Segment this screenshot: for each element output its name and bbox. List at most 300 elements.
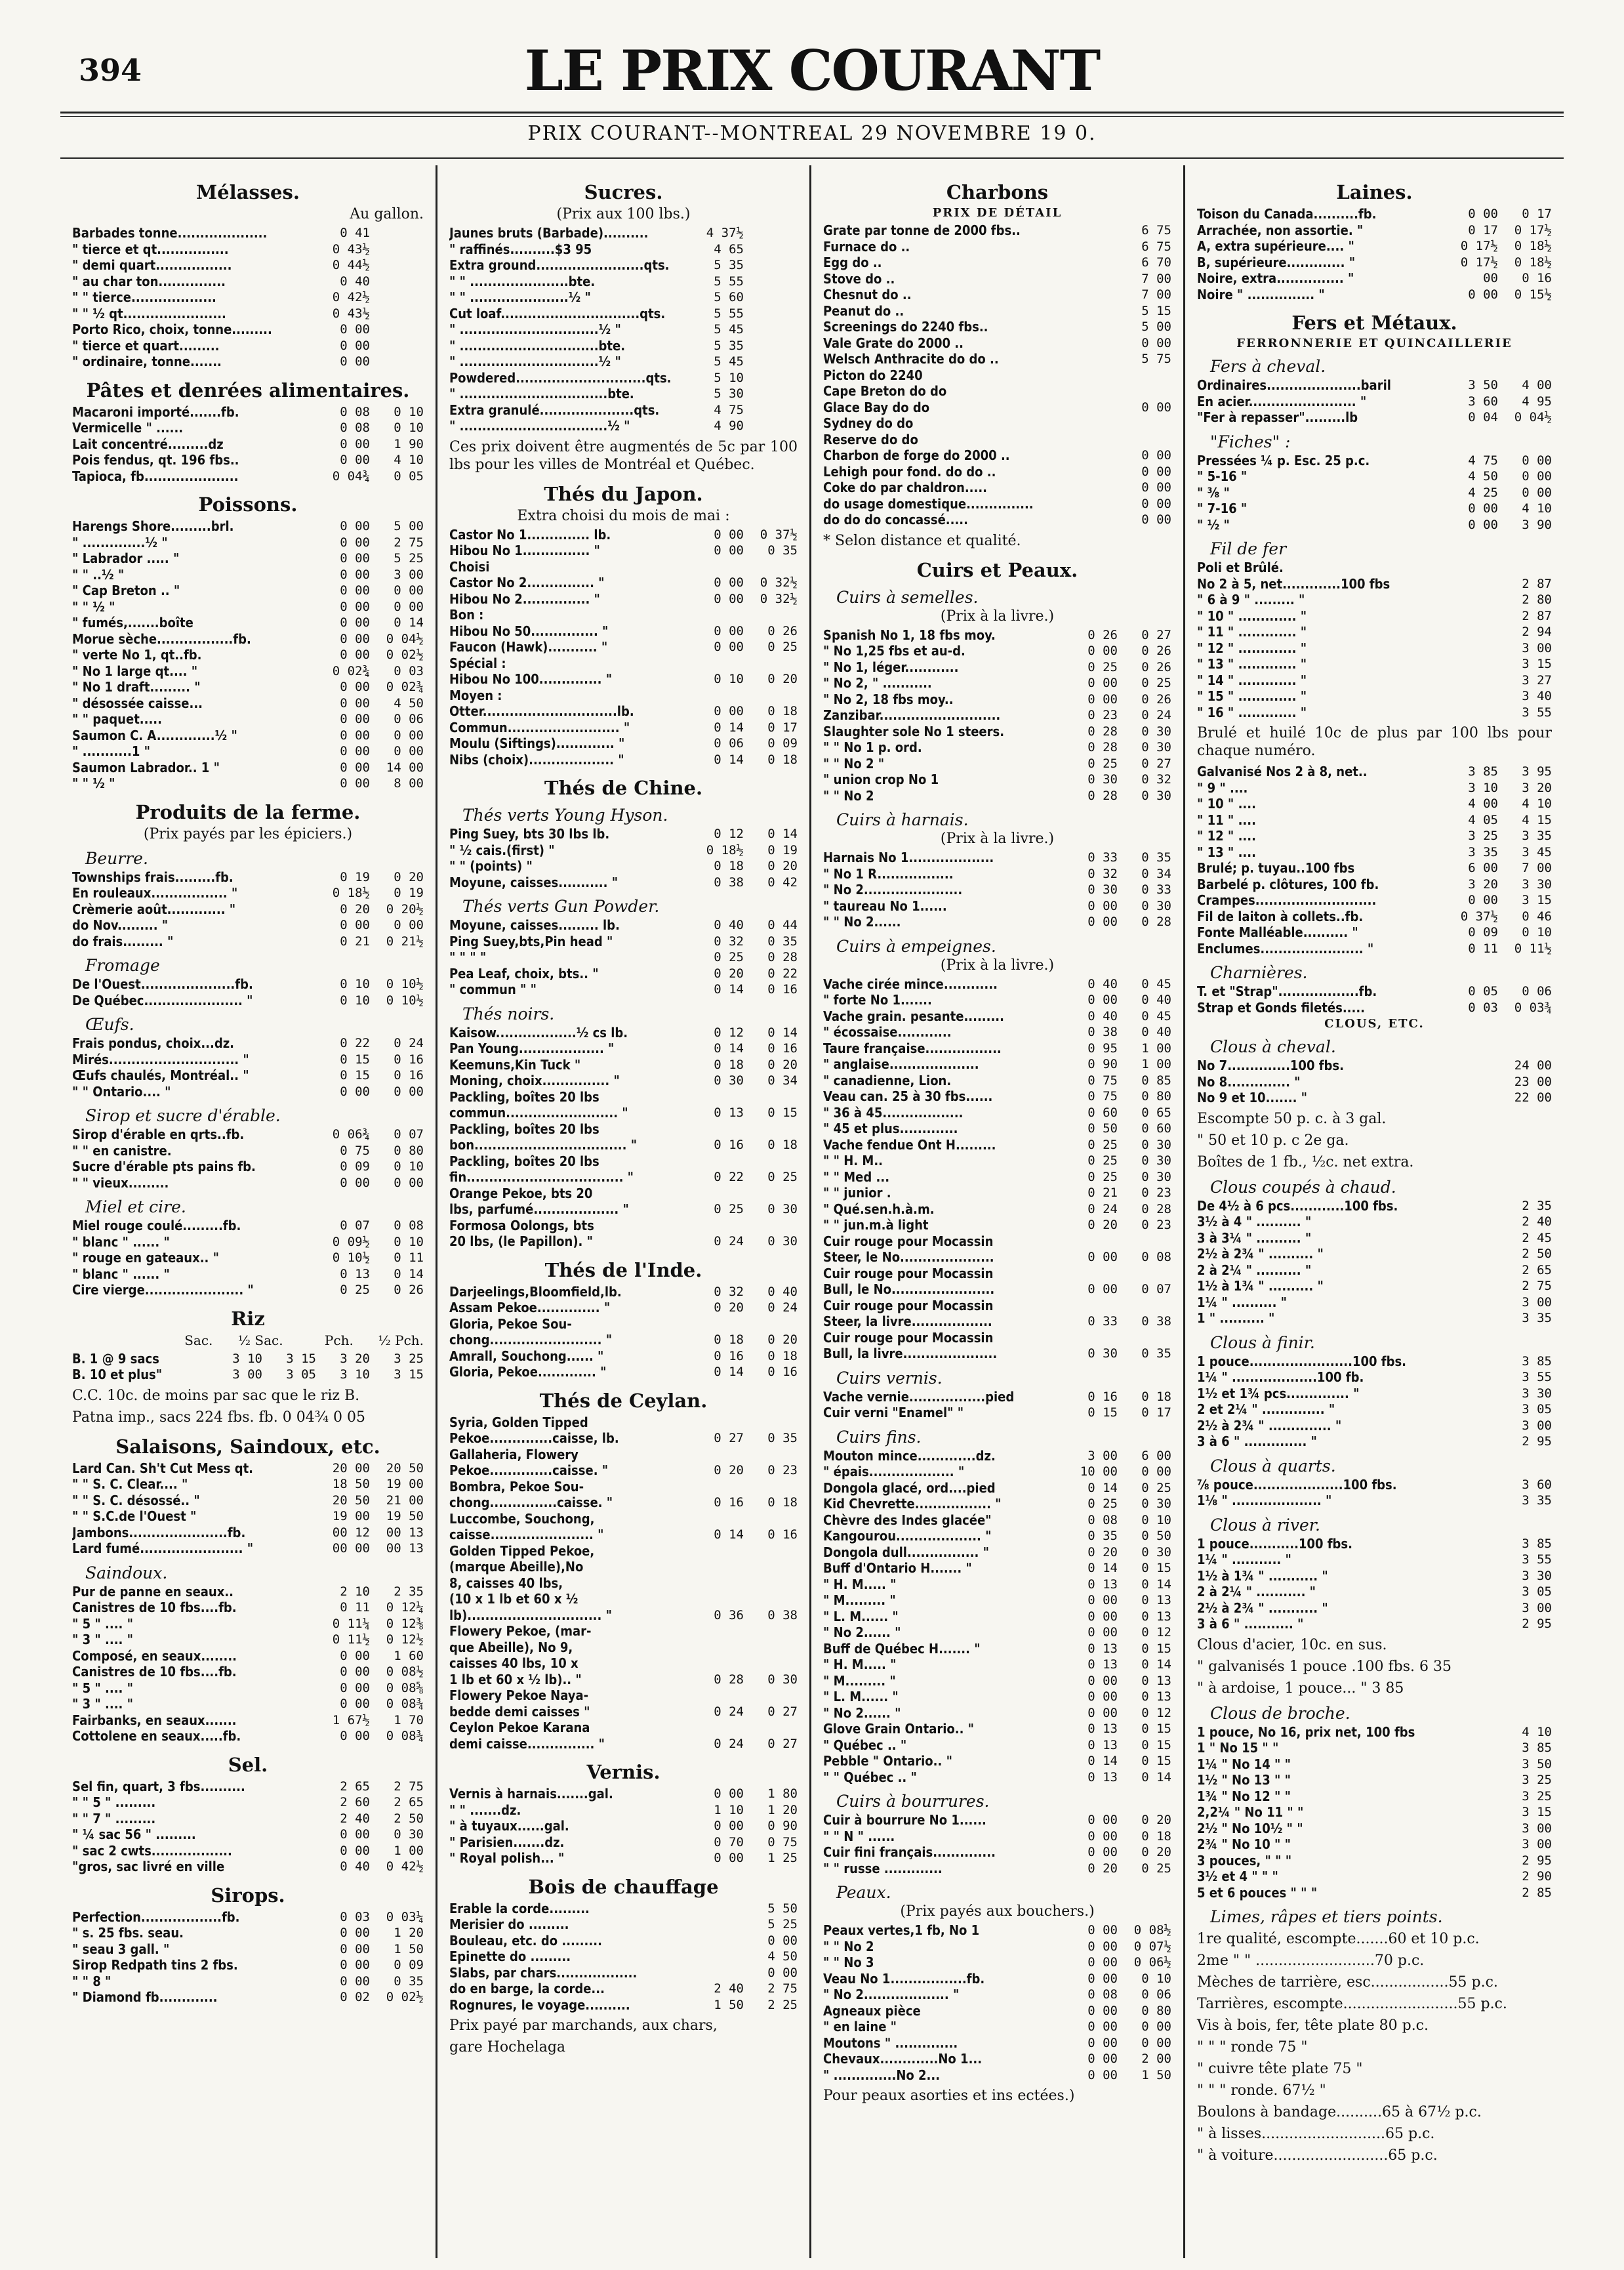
price-row (823, 1346, 1171, 1362)
price-row (72, 1540, 424, 1557)
price-row (449, 1462, 798, 1479)
item-label: " " No 2 " (823, 755, 885, 772)
price-max: 2 65 (394, 1795, 424, 1809)
price-min: 0 28 (714, 1672, 744, 1687)
price-min: 0 42½ (332, 290, 370, 304)
item-label: Toison du Canada..........fb. (1197, 206, 1377, 222)
item-label: Coke do par chaldron..... (823, 480, 988, 495)
price-row (72, 420, 424, 436)
price-section (72, 1754, 424, 1875)
price-max: 4 10 (1522, 1724, 1552, 1739)
price-min: 0 00 (1087, 1923, 1118, 1937)
price-max: 2 75 (767, 1981, 798, 1996)
price-min: 0 75 (1087, 1089, 1118, 1104)
price-row (72, 1925, 424, 1941)
price-row (823, 1971, 1171, 1987)
price-max: 0 35 (394, 1973, 424, 1989)
header-cell: ½ Sac. (237, 1332, 283, 1348)
price-row (449, 257, 798, 274)
price-section (1197, 312, 1552, 2164)
price-min: 1 67½ (332, 1712, 370, 1727)
price-min (1444, 1386, 1498, 1402)
note-text: Patna imp., sacs 224 fbs. fb. 0 04¾ 0 05 (72, 1409, 366, 1426)
price-row (823, 691, 1171, 708)
note-text: 1re qualité, escompte.......60 et 10 p.c. (1197, 1931, 1480, 1947)
item-label: Cuir rouge pour Mocassin (823, 1329, 994, 1346)
price-row (449, 1332, 798, 1348)
item-label: " No 1 large qt.... " (72, 663, 198, 679)
section-subtitle: (Prix à la livre.) (940, 608, 1055, 625)
price-max: 0 18½ (1514, 239, 1552, 253)
price-row (72, 1957, 424, 1973)
price-max: 0 00 (1141, 480, 1171, 495)
item-label: " 5-16 " (1197, 468, 1248, 484)
price-row (72, 663, 424, 680)
price-min: 0 24 (1087, 1201, 1118, 1216)
item-label: " anglaise.................... (823, 1056, 979, 1072)
price-max: 3 35 (1522, 829, 1552, 843)
price-max: 4 10 (394, 453, 424, 467)
item-label: " demi quart................. (72, 257, 232, 273)
price-max: 0 24 (394, 1036, 424, 1050)
price-min (690, 1640, 744, 1656)
price-max: 0 12⅜ (386, 1616, 424, 1631)
price-max: 0 32½ (760, 591, 798, 606)
price-row (72, 631, 424, 648)
price-row (823, 1769, 1171, 1786)
price-min (1064, 271, 1118, 287)
item-label: Formosa Oolongs, bts (449, 1217, 594, 1233)
top-rule (60, 112, 1564, 117)
price-max (744, 370, 798, 386)
price-min: 0 13 (1087, 1657, 1118, 1672)
price-max: 6 75 (1141, 223, 1171, 237)
price-row (823, 1560, 1171, 1577)
price-min: 0 00 (714, 543, 744, 558)
item-label: Miel rouge coulé.........fb. (72, 1218, 241, 1233)
price-min: 0 17 (1468, 222, 1498, 237)
item-label: " M......... " (823, 1672, 896, 1689)
price-min: 0 20 (1087, 1544, 1118, 1559)
price-min (1444, 1058, 1498, 1074)
price-min (1444, 640, 1498, 657)
price-min: 0 00 (340, 760, 370, 775)
item-label: " 5 " .... " (72, 1615, 134, 1632)
price-min (1444, 1616, 1498, 1632)
price-min: 0 26 (1087, 627, 1118, 642)
price-max: 0 10½ (386, 993, 424, 1008)
item-label: 3½ à 4 " .......... " (1197, 1214, 1312, 1229)
item-label: Pekoe..............caisse. " (449, 1462, 609, 1478)
price-row (72, 1351, 424, 1367)
price-row (72, 760, 424, 776)
price-min (1064, 1330, 1118, 1346)
price-max (744, 386, 798, 402)
price-min (690, 1543, 744, 1559)
item-label: 1 pouce.......................100 fbs. (1197, 1353, 1407, 1369)
price-max: 0 24 (1141, 708, 1171, 722)
price-row (72, 1599, 424, 1616)
price-row (823, 512, 1171, 528)
price-row (72, 241, 424, 258)
price-min: 0 00 (1087, 2019, 1118, 2034)
price-max: 0 90 (767, 1819, 798, 1833)
price-min (1064, 367, 1118, 384)
item-label: " en laine " (823, 2019, 897, 2034)
price-row (449, 1169, 798, 1186)
price-min: 0 25 (714, 950, 744, 964)
price-row (449, 1527, 798, 1543)
price-max: 0 20 (767, 859, 798, 873)
price-max: 0 18 (767, 704, 798, 718)
price-min: 0 15 (1087, 1405, 1118, 1420)
note-text: Vis à bois, fer, tête plate 80 p.c. (1197, 2017, 1429, 2034)
price-min: 0 08 (1087, 1987, 1118, 2002)
price-max: 0 45 (1141, 1008, 1171, 1023)
price-row (449, 225, 798, 241)
price-row (449, 418, 798, 434)
item-label: " ½ " (1197, 516, 1230, 533)
price-row (823, 2003, 1171, 2019)
item-label: 2¾ " No 10 " " (1197, 1836, 1291, 1852)
item-label: " No 1,25 fbs et au-d. (823, 643, 965, 659)
price-min (1444, 1552, 1498, 1568)
price-row (823, 351, 1171, 367)
price-min (690, 1965, 744, 1981)
price-min: 0 25 (714, 1202, 744, 1216)
item-label: " " Med ... (823, 1168, 890, 1185)
price-min (690, 1121, 744, 1138)
item-label: " " No 1 p. ord. (823, 739, 922, 755)
note-text: * Selon distance et qualité. (823, 532, 1021, 549)
price-max: 0 20½ (386, 901, 424, 917)
price-min: 0 43½ (332, 306, 370, 321)
price-row (823, 415, 1171, 432)
item-label: Composé, en seaux........ (72, 1647, 237, 1664)
item-label: En acier........................ " (1197, 393, 1367, 409)
item-label: " 3 " .... " (72, 1632, 134, 1647)
price-row (823, 976, 1171, 993)
price-min: 0 37½ (1460, 909, 1498, 924)
section-title: Sucres. (584, 181, 663, 203)
price-row (823, 1389, 1171, 1405)
price-row (823, 739, 1171, 756)
item-label: caisse....................... " (449, 1527, 604, 1542)
price-min (1444, 1600, 1498, 1617)
price-min (1444, 1584, 1498, 1600)
price-max: 0 46 (1522, 909, 1552, 924)
item-label: do en barge, la corde... (449, 1981, 605, 1996)
price-min: 0 40 (340, 1859, 370, 1874)
item-label: " tierce et qt................ (72, 241, 229, 257)
price-max: 4 50 (394, 695, 424, 711)
item-label: 1 pouce, No 16, prix net, 100 fbs (1197, 1723, 1415, 1740)
item-label: Buff de Québec H....... " (823, 1640, 981, 1657)
price-max: 0 03 (394, 663, 424, 678)
price-min (1444, 1536, 1498, 1552)
price-max: 0 34 (767, 1073, 798, 1088)
price-max (744, 1543, 798, 1559)
price-row (449, 1786, 798, 1802)
subsection-title: Cuirs à empeignes. (836, 936, 996, 956)
item-label: Peaux vertes,1 fb, No 1 (823, 1922, 980, 1938)
price-max: 0 35 (767, 543, 798, 558)
price-min: 0 36 (714, 1607, 744, 1622)
price-min: 20 00 (332, 1460, 370, 1476)
price-min: 0 28 (1087, 724, 1118, 739)
price-max (744, 289, 798, 306)
item-label: Townships frais.........fb. (72, 869, 233, 885)
price-max: 0 10 (394, 404, 424, 419)
price-min: 3 25 (1468, 829, 1498, 843)
price-max: 3 00 (1522, 1418, 1552, 1433)
item-label: 3 à 3¼ " .......... " (1197, 1229, 1312, 1246)
price-min (1444, 1868, 1498, 1885)
price-max: 0 38 (1141, 1314, 1171, 1329)
item-label: Flowery Pekoe, (mar- (449, 1623, 592, 1639)
price-min: 0 00 (1087, 2003, 1118, 2018)
price-min: 0 27 (714, 1431, 744, 1445)
price-row (449, 639, 798, 655)
section-subtitle: FERRONNERIE ET QUINCAILLERIE (1236, 337, 1512, 350)
item-label: Powdered.............................qts. (449, 369, 672, 386)
price-row (823, 1844, 1171, 1861)
price-max (744, 1655, 798, 1672)
price-max: 0 40 (1141, 993, 1171, 1007)
price-max: 0 18 (767, 1348, 798, 1363)
item-label: " " ½ qt....................... (72, 305, 226, 321)
price-max: 0 40 (767, 1284, 798, 1299)
item-label: " ...............................½ " (449, 321, 621, 337)
price-row (1197, 608, 1552, 625)
subsection-title: Peaux. (836, 1883, 891, 1902)
price-min: 0 19 (340, 869, 370, 884)
price-row (449, 1430, 798, 1447)
item-label: 2½ à 2¾ " ........... " (1197, 1599, 1328, 1616)
item-label: Otter..............................lb. (449, 703, 634, 719)
price-row (1197, 892, 1552, 909)
price-max: 3 95 (1522, 764, 1552, 779)
price-max: 3 55 (1522, 705, 1552, 720)
price-cell: 3 05 (286, 1367, 316, 1382)
price-max: 3 85 (1522, 1741, 1552, 1755)
price-min (1064, 496, 1118, 512)
price-row (1197, 560, 1552, 576)
section-title: Cuirs et Peaux. (916, 558, 1078, 581)
price-max: 0 00 (1141, 512, 1171, 527)
price-min: 0 00 (340, 519, 370, 533)
section-title: Thés du Japon. (544, 482, 703, 505)
price-row (449, 1965, 798, 1981)
price-min: 0 44½ (332, 258, 370, 272)
price-max: 0 04½ (386, 631, 424, 646)
price-min: 5 30 (714, 386, 744, 401)
item-label: chong...............caisse. " (449, 1495, 613, 1510)
price-min: 0 00 (1087, 1673, 1118, 1688)
price-min (690, 1153, 744, 1170)
price-min: 0 00 (340, 1680, 370, 1695)
price-row (1197, 1772, 1552, 1788)
price-min: 4 65 (714, 241, 744, 257)
price-min: 0 00 (340, 322, 370, 337)
item-label: Vale Grate do 2000 .. (823, 335, 964, 351)
price-min: 4 00 (1468, 796, 1498, 811)
price-section (72, 801, 424, 1298)
item-label: Hibou No 50............... " (449, 623, 609, 639)
item-label: " " ..½ " (72, 566, 125, 583)
price-min: 0 00 (1087, 691, 1118, 707)
price-row (449, 1802, 798, 1819)
price-row (72, 452, 424, 468)
subsection-title: Cuirs fins. (836, 1427, 922, 1447)
price-max: 0 80 (394, 1143, 424, 1158)
note-text: " à lisses...........................65 p.c. (1197, 2126, 1435, 2142)
price-row (823, 447, 1171, 464)
price-max: 0 00 (394, 599, 424, 614)
price-min: 0 33 (1087, 1314, 1118, 1329)
price-section (72, 1435, 424, 1744)
price-min: 0 25 (1087, 1169, 1118, 1184)
price-min (1444, 1369, 1498, 1386)
price-row (449, 1105, 798, 1121)
price-row (823, 1812, 1171, 1828)
price-max: 5 50 (767, 1901, 798, 1916)
price-min: 0 00 (1087, 1689, 1118, 1704)
subsection-title: Cuirs vernis. (836, 1368, 943, 1388)
price-max: 0 14 (1141, 1657, 1171, 1672)
price-min (1064, 415, 1118, 432)
item-label: Furnace do .. (823, 238, 910, 255)
price-row (1197, 270, 1552, 287)
item-label: 3 à 6 " .............. " (1197, 1434, 1317, 1449)
price-row (1197, 592, 1552, 608)
price-row (1197, 1552, 1552, 1568)
price-min: 0 00 (340, 453, 370, 467)
price-min: 0 14 (714, 1041, 744, 1056)
price-row (1197, 206, 1552, 222)
price-row (72, 1616, 424, 1632)
price-max: 3 20 (1522, 780, 1552, 795)
item-label: Extra ground........................qts. (449, 257, 670, 273)
item-label: bon.................................. " (449, 1137, 638, 1153)
price-row (823, 914, 1171, 930)
item-label: Frais pondus, choix...dz. (72, 1035, 235, 1051)
item-label: Vernis à harnais.......gal. (449, 1786, 613, 1802)
price-row (1197, 860, 1552, 877)
item-label: " forte No 1....... (823, 992, 932, 1008)
price-min: 0 00 (340, 1973, 370, 1989)
price-min: 0 10½ (332, 1250, 370, 1265)
item-label: " " 8 " (72, 1973, 112, 1989)
price-max: 0 09 (767, 736, 798, 751)
item-label: " ¼ sac 56 " ......... (72, 1826, 196, 1842)
price-row (823, 222, 1171, 239)
price-min: 0 40 (1087, 976, 1118, 991)
item-label: Golden Tipped Pekoe, (449, 1542, 595, 1559)
price-row (823, 1673, 1171, 1689)
item-label: Packling, boîtes 20 lbs (449, 1088, 599, 1105)
price-max: 24 00 (1514, 1058, 1552, 1073)
price-row (823, 432, 1171, 448)
item-label: A, extra supérieure.... " (1197, 238, 1354, 254)
price-max: 1 90 (394, 436, 424, 451)
item-label: T. et "Strap"..................fb. (1197, 983, 1377, 999)
item-label: Bombra, Pekoe Sou- (449, 1478, 584, 1495)
item-label: Assam Pekoe.............. " (449, 1300, 611, 1315)
item-label: " 15 " ............. " (1197, 688, 1307, 704)
price-row (823, 1448, 1171, 1464)
price-row (823, 1657, 1171, 1673)
price-min (1444, 1246, 1498, 1262)
item-label: " ½ cais.(first) " (449, 842, 555, 858)
item-label: " " jun.m.à light (823, 1217, 929, 1233)
price-min: 0 00 (340, 567, 370, 582)
price-max: 4 50 (767, 1949, 798, 1964)
price-row (72, 1859, 424, 1875)
price-max: 6 70 (1141, 255, 1171, 270)
price-min: 0 16 (1087, 1389, 1118, 1404)
price-row (1197, 1868, 1552, 1885)
price-min (1444, 1788, 1498, 1805)
price-max: 2 87 (1522, 576, 1552, 591)
price-max: 3 05 (1522, 1584, 1552, 1599)
price-row (1197, 409, 1552, 426)
price-row (823, 1185, 1171, 1201)
price-max: 0 00 (1141, 400, 1171, 415)
price-max (1118, 1330, 1171, 1346)
item-label: Pea Leaf, choix, bts.. " (449, 965, 599, 981)
price-min (1444, 1740, 1498, 1756)
item-label: 2½ à 2¾ " .............. " (1197, 1417, 1342, 1434)
price-max: 1 20 (394, 1926, 424, 1940)
price-max: 0 12¼ (386, 1600, 424, 1615)
price-min: 0 20 (714, 1463, 744, 1477)
price-max: 3 55 (1522, 1370, 1552, 1384)
price-min: 0 00 (340, 1729, 370, 1743)
item-label: " raffinés..........$3 95 (449, 241, 592, 257)
price-row (1197, 924, 1552, 941)
price-max: 0 30 (1141, 1153, 1171, 1168)
price-row (72, 289, 424, 306)
price-max: 3 27 (1522, 672, 1552, 688)
price-max: 0 75 (767, 1834, 798, 1849)
price-min: 0 30 (1087, 1346, 1118, 1361)
item-label: 1 pouce...........100 fbs. (1197, 1535, 1352, 1552)
price-max: 4 00 (1522, 378, 1552, 392)
price-row (1197, 1310, 1552, 1327)
price-row (449, 1901, 798, 1917)
price-min: 5 55 (714, 306, 744, 321)
price-max: 0 27 (1141, 627, 1171, 642)
price-min (690, 1447, 744, 1463)
price-max: 7 00 (1141, 271, 1171, 286)
price-row (72, 550, 424, 567)
price-row (823, 1512, 1171, 1529)
price-row (823, 850, 1171, 866)
price-max (744, 1447, 798, 1463)
price-max (744, 321, 798, 338)
price-row (1197, 812, 1552, 829)
price-min: 0 00 (340, 1084, 370, 1099)
item-label: 1 " .......... " (1197, 1310, 1275, 1326)
column-1 (60, 165, 437, 2258)
item-label: " L. M...... " (823, 1689, 899, 1704)
item-label: " " junior . (823, 1185, 891, 1201)
price-row (1197, 705, 1552, 721)
item-label: Bouleau, etc. do ......... (449, 1932, 602, 1949)
subsection-title: Miel et cire. (85, 1197, 186, 1216)
item-label: " No 2, " ........... (823, 675, 932, 691)
